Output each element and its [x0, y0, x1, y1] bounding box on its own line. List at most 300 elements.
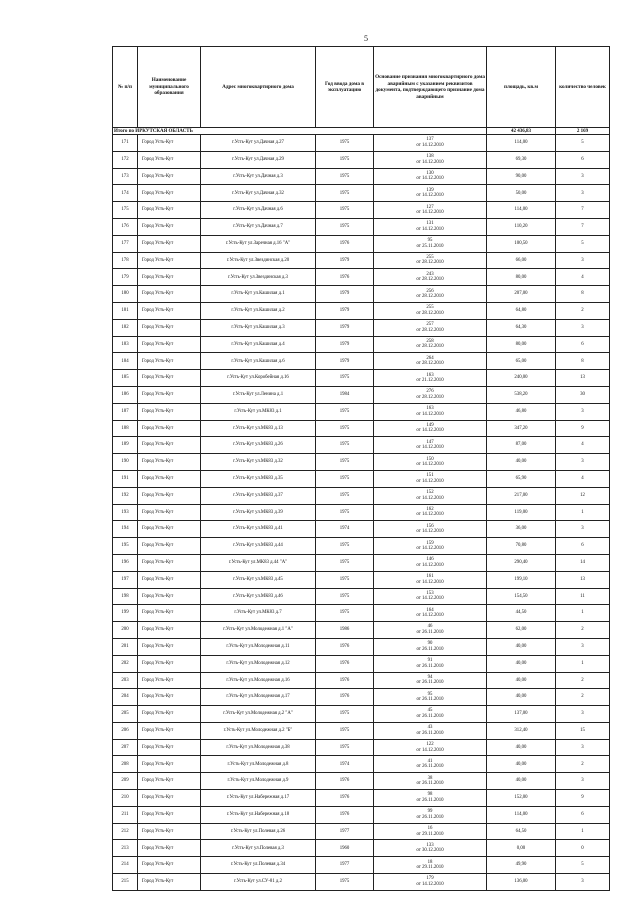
row-people: 6: [556, 336, 610, 353]
row-number: 191: [113, 470, 138, 487]
document-number: 138: [426, 154, 434, 160]
document-date: от 14.12.2010: [416, 445, 444, 451]
row-basis-document: [374, 806, 487, 823]
row-number: 215: [113, 874, 138, 891]
row-municipality: Город Усть-Кут: [138, 319, 201, 336]
document-date: от 26.11.2010: [416, 730, 444, 736]
row-number: 196: [113, 554, 138, 571]
document-number: 99: [427, 809, 433, 815]
row-year: 1975: [316, 722, 374, 739]
row-people: 3: [556, 773, 610, 790]
row-year: 1974: [316, 521, 374, 538]
document-date: от 21.12.2010: [416, 378, 444, 384]
document-number: 258: [426, 338, 434, 344]
document-date: от 14.12.2010: [416, 495, 444, 501]
row-number: 197: [113, 571, 138, 588]
row-people: 2: [556, 622, 610, 639]
table-row: [113, 874, 610, 891]
row-municipality: Город Усть-Кут: [138, 756, 201, 773]
row-address: г.Усть-Кут ул.Дачная д.29: [201, 151, 316, 168]
row-address: г.Усть-Кут ул.Кашилая д.3: [201, 319, 316, 336]
document-number: 149: [426, 422, 434, 428]
row-municipality: Город Усть-Кут: [138, 857, 201, 874]
document-number: 46: [427, 624, 433, 630]
table-row: [113, 252, 610, 269]
document-number: 159: [426, 540, 434, 546]
row-number: 173: [113, 168, 138, 185]
row-area: 80,00: [487, 336, 556, 353]
document-date: от 26.11.2010: [416, 646, 444, 652]
row-year: 1976: [316, 806, 374, 823]
document-number: 98: [427, 792, 433, 798]
row-basis-document: [374, 874, 487, 891]
row-address: г.Усть-Кут ул.МК83 д.44: [201, 538, 316, 555]
row-address: г.Усть-Кут ул.Ленина д.1: [201, 386, 316, 403]
row-address: г.Усть-Кут ул.Молодежная д.38: [201, 739, 316, 756]
row-area: 290,40: [487, 554, 556, 571]
page-number: 5: [364, 34, 368, 43]
row-municipality: Город Усть-Кут: [138, 218, 201, 235]
row-number: 192: [113, 487, 138, 504]
document-number: 122: [426, 742, 434, 748]
document-date: от 28.12.2010: [416, 394, 444, 400]
row-municipality: Город Усть-Кут: [138, 655, 201, 672]
row-people: 8: [556, 353, 610, 370]
row-number: 175: [113, 202, 138, 219]
row-municipality: Город Усть-Кут: [138, 336, 201, 353]
document-date: от 28.12.2010: [416, 277, 444, 283]
row-number: 203: [113, 672, 138, 689]
row-year: 1976: [316, 773, 374, 790]
row-municipality: Город Усть-Кут: [138, 370, 201, 387]
row-basis-document: [374, 622, 487, 639]
row-address: г.Усть-Кут ул.Полевая д.3: [201, 840, 316, 857]
document-date: от 14.12.2010: [416, 546, 444, 552]
row-year: 1977: [316, 823, 374, 840]
row-area: 36,00: [487, 521, 556, 538]
row-people: 3: [556, 319, 610, 336]
row-number: 202: [113, 655, 138, 672]
row-area: 62,00: [487, 622, 556, 639]
row-basis-document: [374, 286, 487, 303]
row-basis-document: [374, 487, 487, 504]
row-basis-document: [374, 470, 487, 487]
table-row: [113, 857, 610, 874]
table-row: [113, 521, 610, 538]
document-date: от 14.12.2010: [416, 462, 444, 468]
table-row: [113, 370, 610, 387]
row-municipality: Город Усть-Кут: [138, 689, 201, 706]
row-year: 1975: [316, 135, 374, 152]
row-basis-document: [374, 605, 487, 622]
row-year: 1975: [316, 739, 374, 756]
row-municipality: Город Усть-Кут: [138, 706, 201, 723]
document-date: от 28.12.2010: [416, 294, 444, 300]
row-area: 40,00: [487, 739, 556, 756]
row-address: г.Усть-Кут ул.Полевая д.34: [201, 857, 316, 874]
row-address: г.Усть-Кут ул.Молодежная д.1 "А": [201, 622, 316, 639]
row-number: 176: [113, 218, 138, 235]
document-number: 131: [426, 221, 434, 227]
document-date: от 26.11.2010: [416, 697, 444, 703]
row-people: 4: [556, 437, 610, 454]
row-people: 11: [556, 588, 610, 605]
row-municipality: Город Усть-Кут: [138, 403, 201, 420]
row-municipality: Город Усть-Кут: [138, 773, 201, 790]
row-people: 13: [556, 571, 610, 588]
row-basis-document: [374, 857, 487, 874]
document-date: от 29.11.2010: [416, 865, 444, 871]
row-area: 207,00: [487, 286, 556, 303]
row-year: 1976: [316, 672, 374, 689]
row-area: 80,00: [487, 269, 556, 286]
row-people: 7: [556, 218, 610, 235]
row-basis-document: [374, 521, 487, 538]
table-row: [113, 235, 610, 252]
col-header-address: Адрес многоквартирного дома: [201, 47, 316, 128]
row-basis-document: [374, 269, 487, 286]
row-number: 207: [113, 739, 138, 756]
row-basis-document: [374, 773, 487, 790]
document-number: 150: [426, 456, 434, 462]
row-people: 13: [556, 370, 610, 387]
row-address: г.Усть-Кут ул.Молодежная д.2 "Б": [201, 722, 316, 739]
row-address: г.Усть-Кут ул.Молодежная д.8: [201, 756, 316, 773]
row-address: г.Усть-Кут ул.Звездинская д.3: [201, 269, 316, 286]
row-people: 2: [556, 302, 610, 319]
document-date: от 29.11.2010: [416, 831, 444, 837]
row-area: 65,00: [487, 353, 556, 370]
row-year: 1975: [316, 437, 374, 454]
row-basis-document: [374, 420, 487, 437]
document-number: 164: [426, 607, 434, 613]
row-number: 213: [113, 840, 138, 857]
row-people: 6: [556, 806, 610, 823]
row-number: 181: [113, 302, 138, 319]
row-people: 3: [556, 521, 610, 538]
document-number: 90: [427, 641, 433, 647]
row-basis-document: [374, 722, 487, 739]
row-area: 0,00: [487, 840, 556, 857]
row-address: г.Усть-Кут ул.Кашилая д.2: [201, 302, 316, 319]
document-date: от 14.12.2010: [416, 226, 444, 232]
row-year: 1979: [316, 353, 374, 370]
row-people: 9: [556, 790, 610, 807]
table-row: [113, 504, 610, 521]
row-area: 64,30: [487, 319, 556, 336]
document-date: от 14.12.2010: [416, 411, 444, 417]
row-number: 206: [113, 722, 138, 739]
table-row: [113, 739, 610, 756]
row-basis-document: [374, 302, 487, 319]
total-label: Итого по ИРКУТСКАЯ ОБЛАСТЬ: [113, 128, 487, 135]
row-number: 199: [113, 605, 138, 622]
row-people: 1: [556, 605, 610, 622]
row-basis-document: [374, 235, 487, 252]
document-date: от 26.11.2010: [416, 814, 444, 820]
table-row: [113, 454, 610, 471]
row-year: 1975: [316, 218, 374, 235]
row-people: 1: [556, 504, 610, 521]
table-row: [113, 319, 610, 336]
row-people: 3: [556, 168, 610, 185]
document-number: 133: [426, 842, 434, 848]
table-row: [113, 286, 610, 303]
row-area: 154,50: [487, 588, 556, 605]
row-year: 1975: [316, 185, 374, 202]
row-basis-document: [374, 823, 487, 840]
document-date: от 28.12.2010: [416, 310, 444, 316]
document-number: 41: [427, 758, 433, 764]
row-area: 119,00: [487, 504, 556, 521]
row-basis-document: [374, 504, 487, 521]
table-row: [113, 571, 610, 588]
table-row: [113, 151, 610, 168]
row-people: 2: [556, 689, 610, 706]
row-basis-document: [374, 538, 487, 555]
row-number: 190: [113, 454, 138, 471]
row-basis-document: [374, 756, 487, 773]
table-row: [113, 218, 610, 235]
row-year: 1975: [316, 504, 374, 521]
col-header-basis: Основание признания многоквартирного дома аварийным с указанием реквизитов документа, подтверждающего признание дома аварийным: [374, 47, 487, 128]
document-number: 94: [427, 674, 433, 680]
row-people: 0: [556, 840, 610, 857]
document-number: 255: [426, 305, 434, 311]
table-row: [113, 420, 610, 437]
row-people: 2: [556, 756, 610, 773]
row-municipality: Город Усть-Кут: [138, 235, 201, 252]
document-number: 127: [426, 204, 434, 210]
document-date: от 14.12.2010: [416, 142, 444, 148]
row-municipality: Город Усть-Кут: [138, 672, 201, 689]
row-basis-document: [374, 571, 487, 588]
document-number: 162: [426, 506, 434, 512]
row-address: г.Усть-Кут ул.Молодежная д.11: [201, 638, 316, 655]
document-date: от 14.12.2010: [416, 613, 444, 619]
row-number: 186: [113, 386, 138, 403]
document-number: 156: [426, 523, 434, 529]
row-basis-document: [374, 336, 487, 353]
row-number: 171: [113, 135, 138, 152]
document-number: 163: [426, 372, 434, 378]
row-basis-document: [374, 252, 487, 269]
table-row: [113, 185, 610, 202]
row-municipality: Город Усть-Кут: [138, 168, 201, 185]
document-number: 151: [426, 473, 434, 479]
document-date: от 26.11.2010: [416, 630, 444, 635]
document-date: от 26.11.2010: [416, 680, 444, 686]
row-area: 50,00: [487, 185, 556, 202]
table-row: [113, 487, 610, 504]
row-area: 69,30: [487, 151, 556, 168]
table-row: [113, 823, 610, 840]
row-address: г.Усть-Кут ул.Набережная д.18: [201, 806, 316, 823]
row-people: 12: [556, 487, 610, 504]
row-area: 110,20: [487, 218, 556, 235]
row-number: 211: [113, 806, 138, 823]
row-address: г.Усть-Кут ул.Кашилая д.6: [201, 353, 316, 370]
row-area: 46,80: [487, 403, 556, 420]
row-basis-document: [374, 672, 487, 689]
row-basis-document: [374, 840, 487, 857]
document-date: от 14.12.2010: [416, 881, 444, 887]
document-date: от 26.11.2010: [416, 781, 444, 787]
row-address: г.Усть-Кут ул.Молодежная д.2 "А": [201, 706, 316, 723]
row-basis-document: [374, 790, 487, 807]
document-date: от 14.12.2010: [416, 176, 444, 182]
document-number: 152: [426, 490, 434, 496]
row-number: 185: [113, 370, 138, 387]
table-row: [113, 790, 610, 807]
document-date: от 14.12.2010: [416, 428, 444, 434]
row-number: 172: [113, 151, 138, 168]
row-municipality: Город Усть-Кут: [138, 823, 201, 840]
row-municipality: Город Усть-Кут: [138, 185, 201, 202]
table-row: [113, 689, 610, 706]
row-people: 5: [556, 135, 610, 152]
table-row: [113, 605, 610, 622]
row-year: 1975: [316, 588, 374, 605]
document-number: 256: [426, 288, 434, 294]
table-row: [113, 756, 610, 773]
document-number: 43: [427, 725, 433, 731]
document-date: от 14.12.2010: [416, 512, 444, 518]
row-year: 1975: [316, 168, 374, 185]
row-basis-document: [374, 218, 487, 235]
row-municipality: Город Усть-Кут: [138, 521, 201, 538]
row-municipality: Город Усть-Кут: [138, 286, 201, 303]
row-year: 1976: [316, 235, 374, 252]
row-year: 1975: [316, 487, 374, 504]
row-year: 1960: [316, 840, 374, 857]
row-area: 114,00: [487, 135, 556, 152]
row-address: г.Усть-Кут ул.Набережная д.17: [201, 790, 316, 807]
row-municipality: Город Усть-Кут: [138, 353, 201, 370]
document-date: от 14.12.2010: [416, 193, 444, 199]
row-area: 240,00: [487, 370, 556, 387]
row-municipality: Город Усть-Кут: [138, 622, 201, 639]
row-year: 1975: [316, 706, 374, 723]
row-people: 5: [556, 235, 610, 252]
row-people: 1: [556, 823, 610, 840]
document-number: 95: [427, 238, 433, 244]
row-area: 114,00: [487, 202, 556, 219]
row-address: г.Усть-Кут ул.МК83 д.39: [201, 504, 316, 521]
row-number: 188: [113, 420, 138, 437]
document-number: 257: [426, 322, 434, 328]
row-address: г.Усть-Кут ул.Заречная д.16 "А": [201, 235, 316, 252]
document-date: от 28.12.2010: [416, 327, 444, 333]
row-number: 210: [113, 790, 138, 807]
row-municipality: Город Усть-Кут: [138, 454, 201, 471]
col-header-municipality: Наименование муниципального образования: [138, 47, 201, 128]
document-number: 153: [426, 590, 434, 596]
row-people: 8: [556, 286, 610, 303]
table-row: [113, 706, 610, 723]
row-year: 1976: [316, 638, 374, 655]
row-area: 87,00: [487, 437, 556, 454]
row-basis-document: [374, 706, 487, 723]
col-header-people: количество человек: [556, 47, 610, 128]
row-address: г.Усть-Кут ул.Дачная д.7: [201, 218, 316, 235]
row-number: 200: [113, 622, 138, 639]
row-address: г.Усть-Кут ул.Молодежная д.16: [201, 672, 316, 689]
row-year: 1979: [316, 336, 374, 353]
row-basis-document: [374, 588, 487, 605]
row-people: 3: [556, 638, 610, 655]
row-area: 40,00: [487, 756, 556, 773]
row-year: 1975: [316, 403, 374, 420]
table-row: [113, 538, 610, 555]
row-number: 180: [113, 286, 138, 303]
row-people: 30: [556, 386, 610, 403]
row-basis-document: [374, 135, 487, 152]
row-number: 174: [113, 185, 138, 202]
row-municipality: Город Усть-Кут: [138, 420, 201, 437]
table-row: [113, 840, 610, 857]
row-address: г.Усть-Кут ул.Молодежная д.17: [201, 689, 316, 706]
table-row: [113, 336, 610, 353]
document-number: 146: [426, 557, 434, 563]
row-people: 1: [556, 655, 610, 672]
table-row: [113, 269, 610, 286]
row-year: 1975: [316, 470, 374, 487]
row-address: г.Усть-Кут ул.МК83 д.7: [201, 605, 316, 622]
row-number: 214: [113, 857, 138, 874]
row-basis-document: [374, 403, 487, 420]
total-row: [113, 128, 610, 135]
table-row: [113, 202, 610, 219]
row-address: г.Усть-Кут ул.Дачная д.3: [201, 168, 316, 185]
document-number: 276: [426, 389, 434, 395]
row-area: 199,10: [487, 571, 556, 588]
row-people: 6: [556, 151, 610, 168]
document-number: 91: [427, 658, 433, 664]
row-area: 347,20: [487, 420, 556, 437]
row-address: г.Усть-Кут ул.СУ-81 д.2: [201, 874, 316, 891]
row-basis-document: [374, 554, 487, 571]
row-municipality: Город Усть-Кут: [138, 202, 201, 219]
row-municipality: Город Усть-Кут: [138, 437, 201, 454]
row-municipality: Город Усть-Кут: [138, 252, 201, 269]
row-municipality: Город Усть-Кут: [138, 151, 201, 168]
row-area: 137,00: [487, 706, 556, 723]
row-basis-document: [374, 168, 487, 185]
document-date: от 26.11.2010: [416, 764, 444, 770]
row-year: 1975: [316, 554, 374, 571]
row-year: 1974: [316, 756, 374, 773]
total-people: 2 169: [556, 128, 610, 135]
row-number: 195: [113, 538, 138, 555]
row-municipality: Город Усть-Кут: [138, 739, 201, 756]
row-year: 1975: [316, 151, 374, 168]
row-municipality: Город Усть-Кут: [138, 790, 201, 807]
row-people: 3: [556, 185, 610, 202]
row-year: 1979: [316, 319, 374, 336]
row-area: 64,80: [487, 302, 556, 319]
row-people: 2: [556, 672, 610, 689]
document-number: 130: [426, 170, 434, 176]
row-year: 1979: [316, 302, 374, 319]
row-area: 65,90: [487, 470, 556, 487]
row-area: 40,00: [487, 638, 556, 655]
row-municipality: Город Усть-Кут: [138, 874, 201, 891]
row-municipality: Город Усть-Кут: [138, 470, 201, 487]
row-year: 1975: [316, 420, 374, 437]
row-area: 64,50: [487, 823, 556, 840]
row-municipality: Город Усть-Кут: [138, 571, 201, 588]
